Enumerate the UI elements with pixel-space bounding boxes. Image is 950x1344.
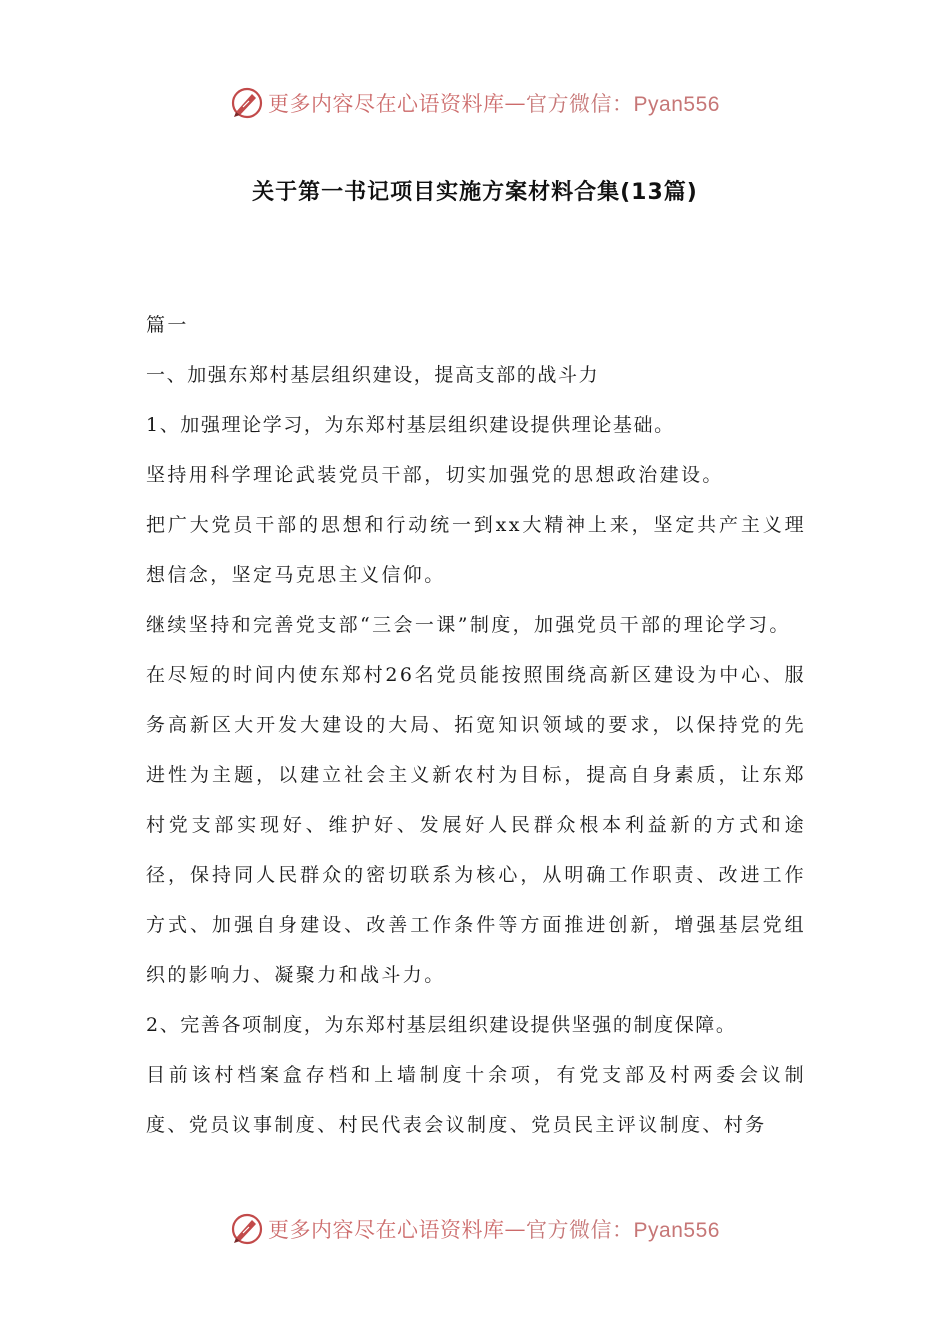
paragraph: 继续坚持和完善党支部“三会一课”制度，加强党员干部的理论学习。 xyxy=(146,614,791,636)
document-body xyxy=(146,300,806,1150)
watermark-banner-bottom xyxy=(0,1207,950,1251)
watermark-wechat: 官方微信：Pyan556 xyxy=(526,93,720,116)
watermark-text: 更多内容尽在心语资料库 xyxy=(268,92,505,116)
watermark-banner-top xyxy=(0,81,950,125)
section-heading: 一、加强东郑村基层组织建设，提高支部的战斗力 xyxy=(146,364,600,386)
pen-logo-icon xyxy=(230,1212,264,1246)
pen-logo-icon xyxy=(230,86,264,120)
paragraph: 把广大党员干部的思想和行动统一到xx大精神上来，坚定共产主义理想信念，坚定马克思主义信仰。 xyxy=(146,514,806,586)
watermark-dash: — xyxy=(504,91,527,115)
watermark-dash: — xyxy=(504,1217,527,1241)
subheading-2: 2、完善各项制度，为东郑村基层组织建设提供坚强的制度保障。 xyxy=(146,1014,737,1036)
section-label: 篇一 xyxy=(146,314,189,336)
subheading-1: 1、加强理论学习，为东郑村基层组织建设提供理论基础。 xyxy=(146,414,675,436)
watermark-wechat: 官方微信：Pyan556 xyxy=(526,1219,720,1242)
document-title: 关于第一书记项目实施方案材料合集(13篇) xyxy=(252,180,698,205)
paragraph: 在尽短的时间内使东郑村26名党员能按照围绕高新区建设为中心、服务高新区大开发大建设的大局、拓宽知识领域的要求，以保持党的先进性为主题，以建立社会主义新农村为目标，提高自身素质，让东郑村党支部实现好、维护好、发展好人民群众根本利益新的方式和途径，保持同人民群众的密切联系为核心，从明确工作职责、改进工作方式、加强自身建设、改善工作条件等方面推进创新，增强基层党组织的影响力、凝聚力和战斗力。 xyxy=(146,664,806,986)
watermark-text: 更多内容尽在心语资料库 xyxy=(268,1218,505,1242)
paragraph: 坚持用科学理论武装党员干部，切实加强党的思想政治建设。 xyxy=(146,464,724,486)
paragraph: 目前该村档案盒存档和上墙制度十余项，有党支部及村两委会议制度、党员议事制度、村民代表会议制度、党员民主评议制度、村务 xyxy=(146,1064,806,1136)
